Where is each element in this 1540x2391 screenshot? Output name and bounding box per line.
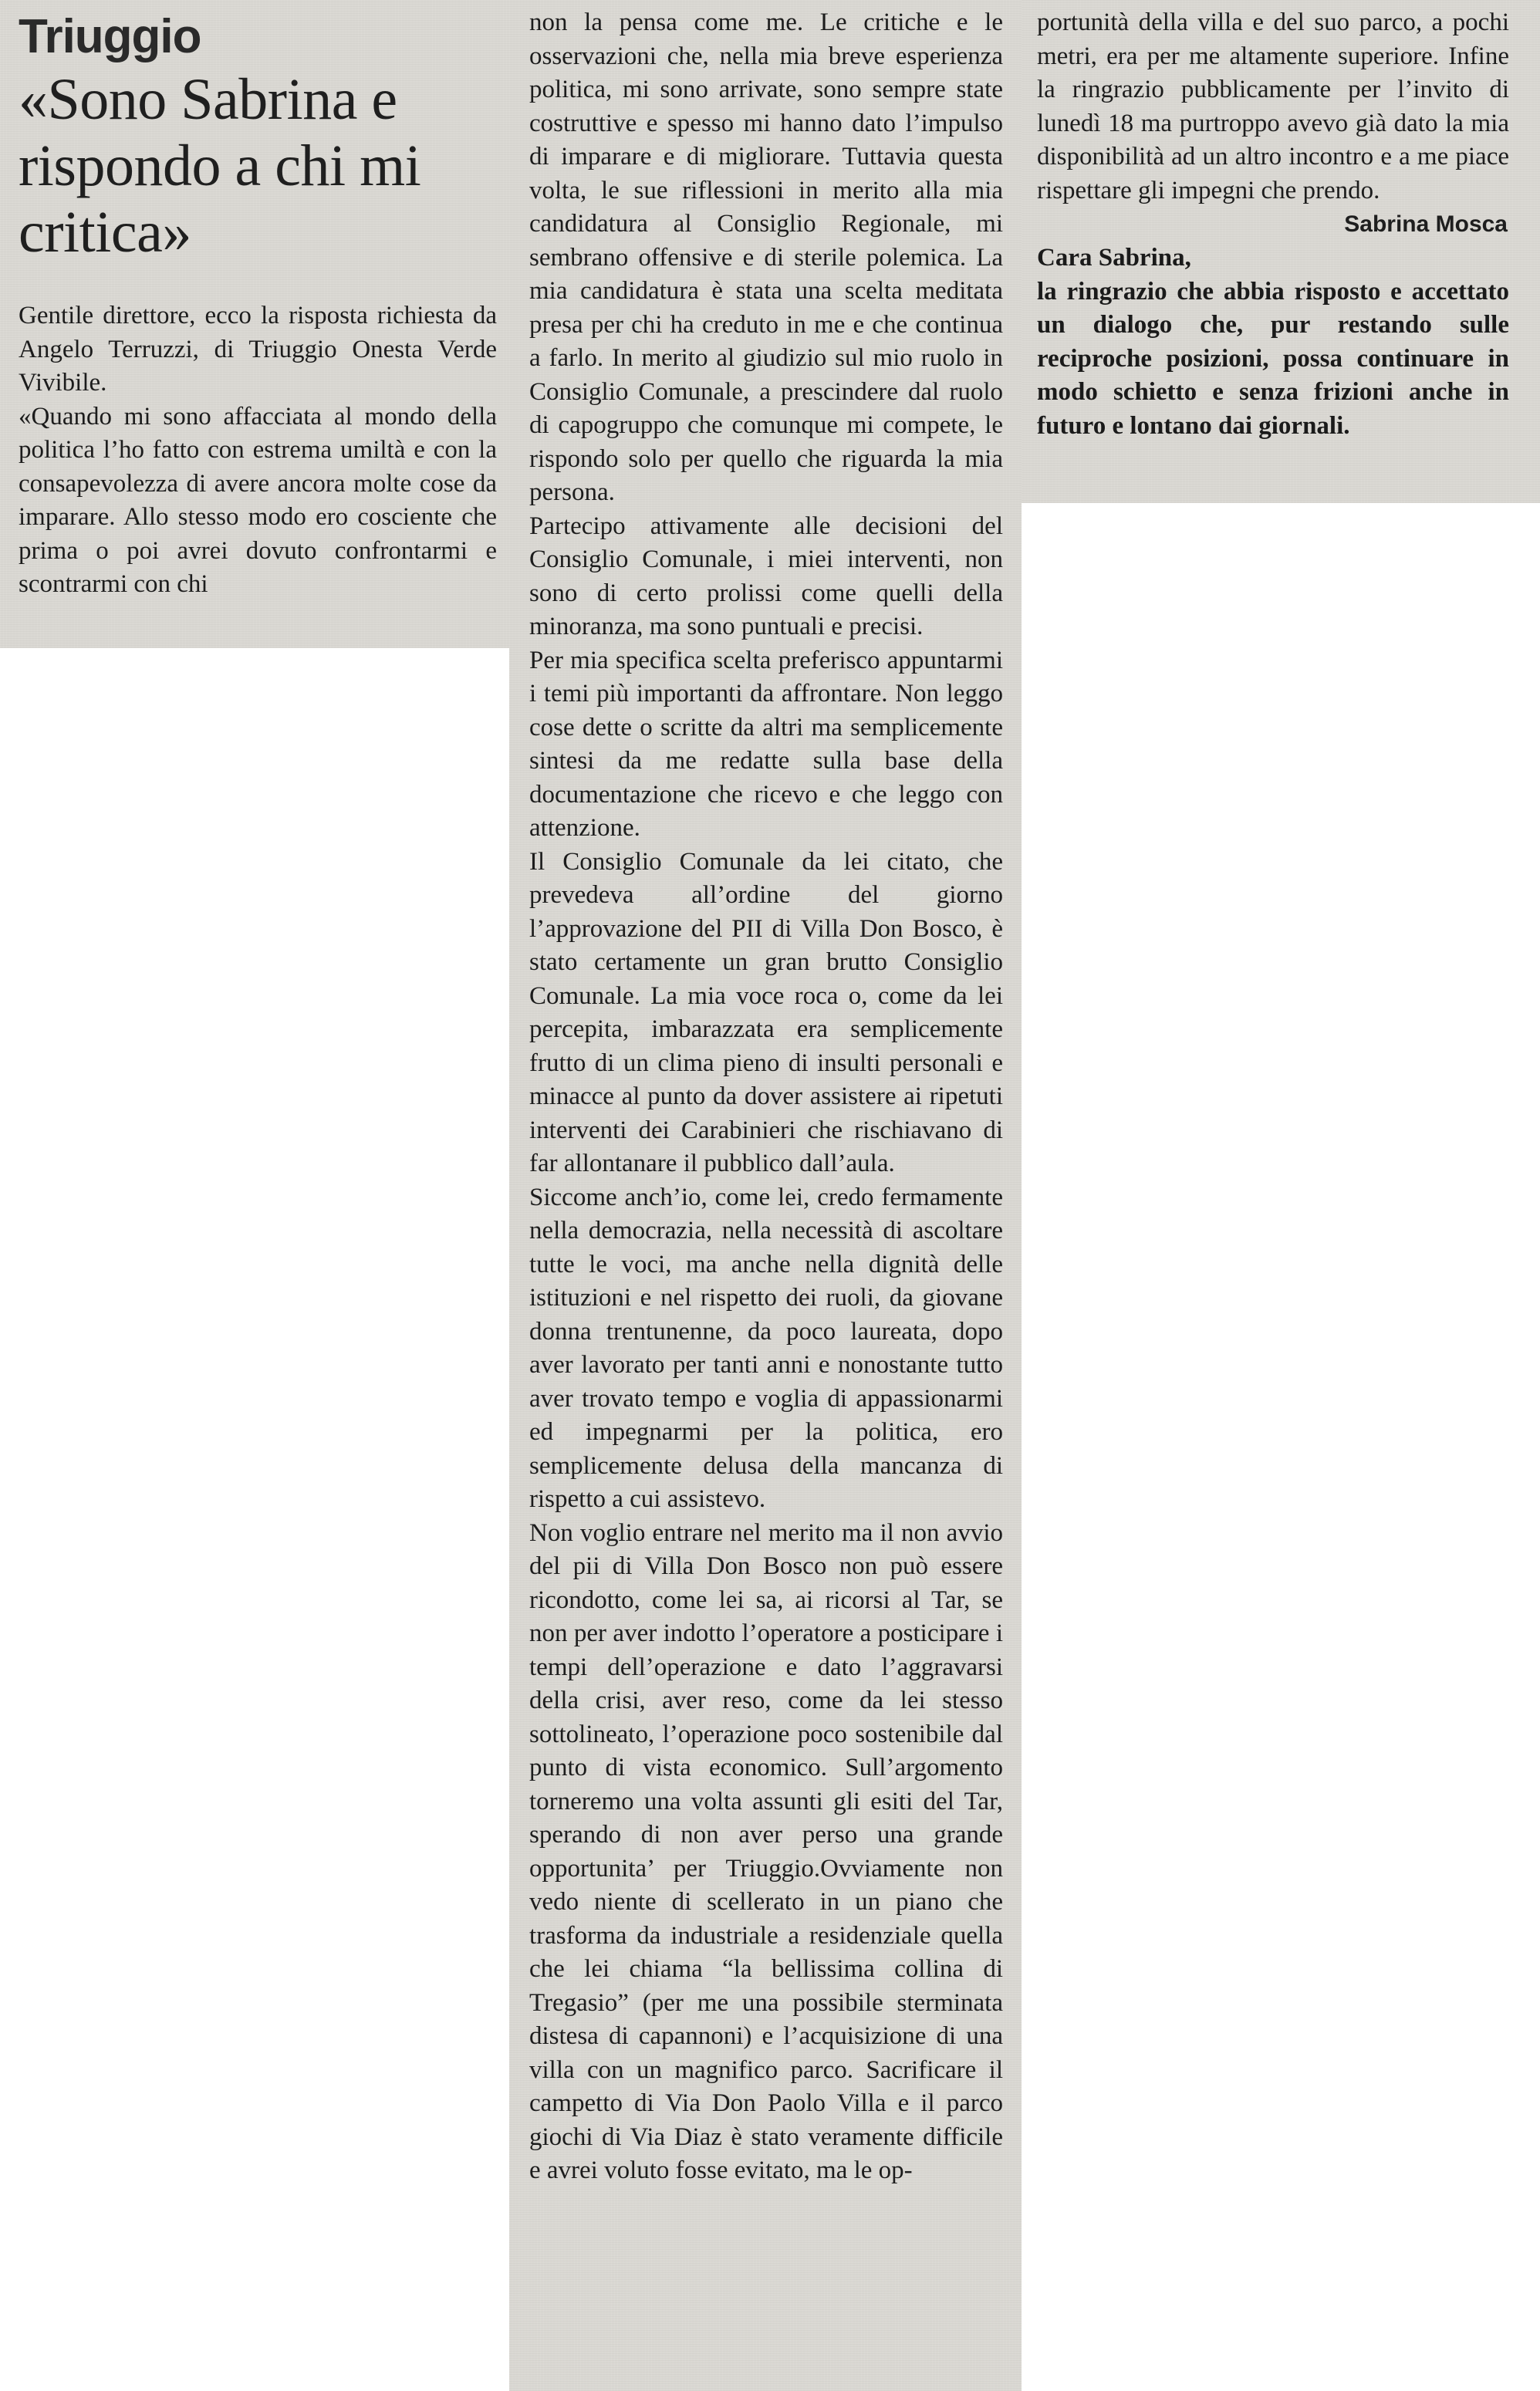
body-paragraph: «Quando mi sono affacciata al mondo della politica l’ho fatto con estrema umiltà e con la consapevolezza di avere ancora molte cose da imparare. Allo stesso modo ero cosciente che prima o poi avrei dovuto confrontarmi e scontrarmi con chi <box>19 402 497 598</box>
article-column-1 <box>19 9 497 602</box>
column-1-body <box>19 400 497 602</box>
article-kicker: Triuggio <box>19 10 201 63</box>
column-3-body <box>1037 6 1509 208</box>
body-paragraph: Non voglio entrare nel merito ma il non avvio del pii di Villa Don Bosco non può essere ricondotto, come lei sa, ai ricorsi al Tar, se non per aver indotto l’operatore a posticipare i tempi dell’operazione e dato l’aggravarsi della crisi, aver reso, come da lei stesso sottolineato, l’operazione poco sostenibile dal punto di vista economico. Sull’argomento torneremo una volta assunti gli esiti del Tar, sperando di non aver perso una grande opportunita’ per Triuggio.Ovviamente non vedo niente di scellerato in un piano che trasforma da industriale a residenziale quella che lei chiama “la bellissima collina di Tregasio” (per me una possibile sterminata distesa di capannoni) e l’acquisizione di una villa con un magnifico parco. Sacrificare il campetto di Via Don Paolo Villa e il parco giochi di Via Diaz è stato veramente difficile e avrei voluto fosse evitato, ma le op- <box>529 1518 1003 2184</box>
editor-reply-text: la ringrazio che abbia risposto e accettato un dialogo che, pur restando sulle reciproche posizioni, possa continuare in modo schietto e senza frizioni anche in futuro e lontano dai giornali. <box>1037 277 1509 440</box>
article-lead: Gentile direttore, ecco la risposta richiesta da Angelo Terruzzi, di Triuggio Onesta Verde Vivibile. <box>19 302 497 397</box>
editor-reply-salutation: Cara Sabrina, <box>1037 244 1191 272</box>
article-headline: «Sono Sabrina e rispondo a chi mi critica» <box>19 67 421 265</box>
body-paragraph: Per mia specifica scelta preferisco appuntarmi i temi più importanti da affrontare. Non leggo cose dette o scritte da altri ma semplicemente sintesi da me redatte sulla base della documentazione che ricevo e che leggo con attenzione. <box>529 646 1003 842</box>
article-column-2 <box>529 6 1003 2188</box>
body-paragraph: portunità della villa e del suo parco, a pochi metri, era per me altamente superiore. Infine la ringrazio pubblicamente per l’invito di lunedì 18 ma purtroppo avevo già dato la mia disponibilità ad un altro incontro e a me piace rispettare gli impegni che prendo. <box>1037 8 1509 204</box>
article-column-3 <box>1037 6 1509 443</box>
body-paragraph: Il Consiglio Comunale da lei citato, che prevedeva all’ordine del giorno l’approvazione del PII di Villa Don Bosco, è stato certamente un gran brutto Consiglio Comunale. La mia voce roca o, come da lei percepita, imbarazzata era semplicemente frutto di un clima pieno di insulti personali e minacce al punto da dover assistere ai ripetuti interventi dei Carabinieri che rischiavano di far allontanare il pubblico dall’aula. <box>529 847 1003 1177</box>
body-paragraph: non la pensa come me. Le critiche e le osservazioni che, nella mia breve esperienza politica, mi sono arrivate, sono sempre state costruttive e spesso mi hanno dato l’impulso di imparare e di migliorare. Tuttavia questa volta, le sue riflessioni in merito alla mia candidatura al Consiglio Regionale, mi sembrano offensive e di sterile polemica. La mia candidatura è stata una scelta meditata presa per chi ha creduto in me e che continua a farlo. In merito al giudizio sul mio ruolo in Consiglio Comunale, a prescindere dal ruolo di capogruppo che comunque mi compete, le rispondo solo per quello che riguarda la mia persona. <box>529 8 1003 506</box>
column-2-body <box>529 6 1003 2188</box>
author-signature: Sabrina Mosca <box>1344 211 1508 237</box>
body-paragraph: Siccome anch’io, come lei, credo fermamente nella democrazia, nella necessità di ascoltare tutte le voci, ma anche nella dignità delle istituzioni e nel rispetto dei ruoli, da giovane donna trentunenne, da poco laureata, dopo aver lavorato per tanti anni e nonostante tutto aver trovato tempo e voglia di appassionarmi ed impegnarmi per la politica, ero semplicemente delusa della mancanza di rispetto a cui assistevo. <box>529 1183 1003 1513</box>
body-paragraph: Partecipo attivamente alle decisioni del Consiglio Comunale, i miei interventi, non sono di certo prolissi come quelli della minoranza, ma sono puntuali e precisi. <box>529 512 1003 640</box>
